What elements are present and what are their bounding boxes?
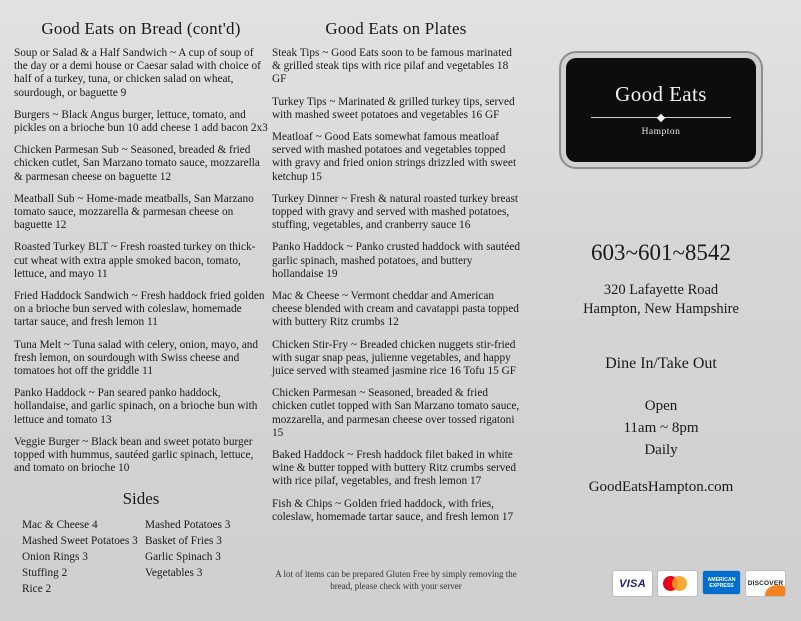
address-street: 320 Lafayette Road	[603, 282, 719, 298]
menu-item: Fried Haddock Sandwich ~ Fresh haddock fried golden on a brioche bun served with coleslaw, homemade tartar sauce, and fresh lemon 11	[14, 290, 265, 329]
sides-title: Sides	[122, 489, 160, 509]
menu-item: Panko Haddock ~ Panko crusted haddock with sautéed garlic spinach, mashed potatoes, and buttery hollandaise 19	[272, 241, 520, 280]
menu-item: Turkey Dinner ~ Fresh & natural roasted turkey breast topped with gravy and served with mashed potatoes, stuffing, vegetables, and cranberry sauce 16	[272, 192, 519, 232]
side-item: Vegetables 3	[145, 567, 203, 580]
website-url[interactable]: GoodEatsHampton.com	[588, 479, 734, 495]
side-item: Mashed Potatoes 3	[145, 519, 231, 532]
mastercard-card-icon	[657, 570, 698, 597]
hours-range: 11am ~ 8pm	[623, 420, 699, 436]
service-type: Dine In/Take Out	[605, 355, 717, 372]
accepted-cards	[612, 570, 786, 597]
amex-card-icon: AMERICAN EXPRESS	[702, 570, 741, 595]
mastercard-yellow-circle	[672, 576, 687, 591]
menu-item: Chicken Parmesan Sub ~ Seasoned, breaded & fried chicken cutlet, San Marzano tomato sauce, mozzarella & parmesan cheese on baguette 12	[14, 144, 260, 183]
logo-divider	[591, 117, 731, 118]
plates-column-title: Good Eats on Plates	[325, 19, 467, 38]
hours-days: Daily	[644, 442, 678, 458]
menu-item: Chicken Stir-Fry ~ Breaded chicken nuggets stir-fried with sugar snap peas, julienne vegetables, and happy juice served with steamed jasmine rice 16 Tofu 15 GF	[272, 338, 517, 378]
side-item: Mashed Sweet Potatoes 3	[22, 535, 138, 548]
menu-item: Chicken Parmesan ~ Seasoned, breaded & fried chicken cutlet topped with San Marzano tomato sauce, mozzarella, and parmesan cheese over tossed rigatoni 15	[272, 387, 520, 439]
hours-block	[530, 395, 792, 461]
sides-column-1	[22, 517, 145, 597]
plates-column	[272, 0, 520, 533]
address	[530, 281, 792, 319]
menu-item: Roasted Turkey BLT ~ Fresh roasted turkey on thick-cut wheat with extra apple smoked bacon, tomato, lettuce, and mayo 11	[14, 241, 256, 280]
menu-item: Panko Haddock ~ Pan seared panko haddock, hollandaise, and garlic spinach, on a brioche bun with lettuce and tomato 13	[14, 387, 258, 426]
menu-item: Meatball Sub ~ Home-made meatballs, San Marzano tomato sauce, mozzarella & parmesan cheese on baguette 12	[14, 192, 254, 232]
menu-item: Baked Haddock ~ Fresh haddock filet baked in white wine & butter topped with buttery Ritz crumbs served with rice pilaf, vegetables, and fresh lemon 17	[272, 449, 517, 488]
side-item: Rice 2	[22, 583, 52, 596]
address-city-state: Hampton, New Hampshire	[583, 301, 739, 317]
side-item: Mac & Cheese 4	[22, 519, 98, 532]
sides-column-2	[145, 517, 268, 597]
sides-list	[14, 517, 268, 597]
visa-label: VISA	[619, 577, 646, 590]
menu-item: Fish & Chips ~ Golden fried haddock, with fries, coleslaw, homemade tartar sauce, and fresh lemon 17	[272, 497, 514, 523]
menu-item: Mac & Cheese ~ Vermont cheddar and American cheese blended with cream and cavatappi pasta topped with buttery Ritz crumbs 12	[272, 290, 519, 329]
phone-number[interactable]: 603~601~8542	[591, 240, 731, 265]
menu-item: Turkey Tips ~ Marinated & grilled turkey tips, served with mashed sweet potatoes and vegetables 16 GF	[272, 95, 515, 121]
menu-item: Veggie Burger ~ Black bean and sweet potato burger topped with hummus, sautéed garlic spinach, lettuce, and tomato on brioche 10	[14, 435, 254, 475]
hours-open-label: Open	[644, 398, 678, 414]
discover-card-icon	[745, 570, 786, 597]
menu-item: Soup or Salad & a Half Sandwich ~ A cup of soup of the day or a demi house or Caesar salad with choice of half of a turkey, tuna, or chicken salad on wheat, sourdough, or baguette 9	[14, 47, 261, 99]
menu-item: Meatloaf ~ Good Eats somewhat famous meatloaf served with mashed potatoes and vegetables topped with gravy and fried onion strings drizzled with sweet ketchup 15	[272, 131, 517, 183]
side-item: Onion Rings 3	[22, 551, 88, 564]
logo-name: Good Eats	[615, 82, 707, 106]
menu-item: Tuna Melt ~ Tuna salad with celery, onion, mayo, and fresh lemon, on sourdough with Swiss cheese and tomatoes hot off the griddle 11	[14, 338, 259, 378]
bread-column-title: Good Eats on Bread (cont'd)	[41, 19, 241, 38]
menu-item: Burgers ~ Black Angus burger, lettuce, tomato, and pickles on a brioche bun 10 add cheese 1 add bacon 2x3	[14, 108, 268, 135]
side-item: Basket of Fries 3	[145, 535, 222, 548]
side-item: Stuffing 2	[22, 567, 68, 580]
side-item: Garlic Spinach 3	[145, 551, 221, 564]
gluten-free-note: A lot of items can be prepared Gluten Free by simply removing the bread, please check with your server	[275, 569, 517, 591]
menu-item: Steak Tips ~ Good Eats soon to be famous marinated & grilled steak tips with rice pilaf and vegetables 18 GF	[272, 47, 512, 86]
mastercard-circles	[663, 575, 693, 592]
restaurant-logo	[566, 58, 756, 162]
discover-label: DISCOVER	[747, 580, 784, 587]
visa-card-icon	[612, 570, 653, 597]
bread-column	[14, 0, 268, 597]
logo-location: Hampton	[641, 127, 681, 137]
